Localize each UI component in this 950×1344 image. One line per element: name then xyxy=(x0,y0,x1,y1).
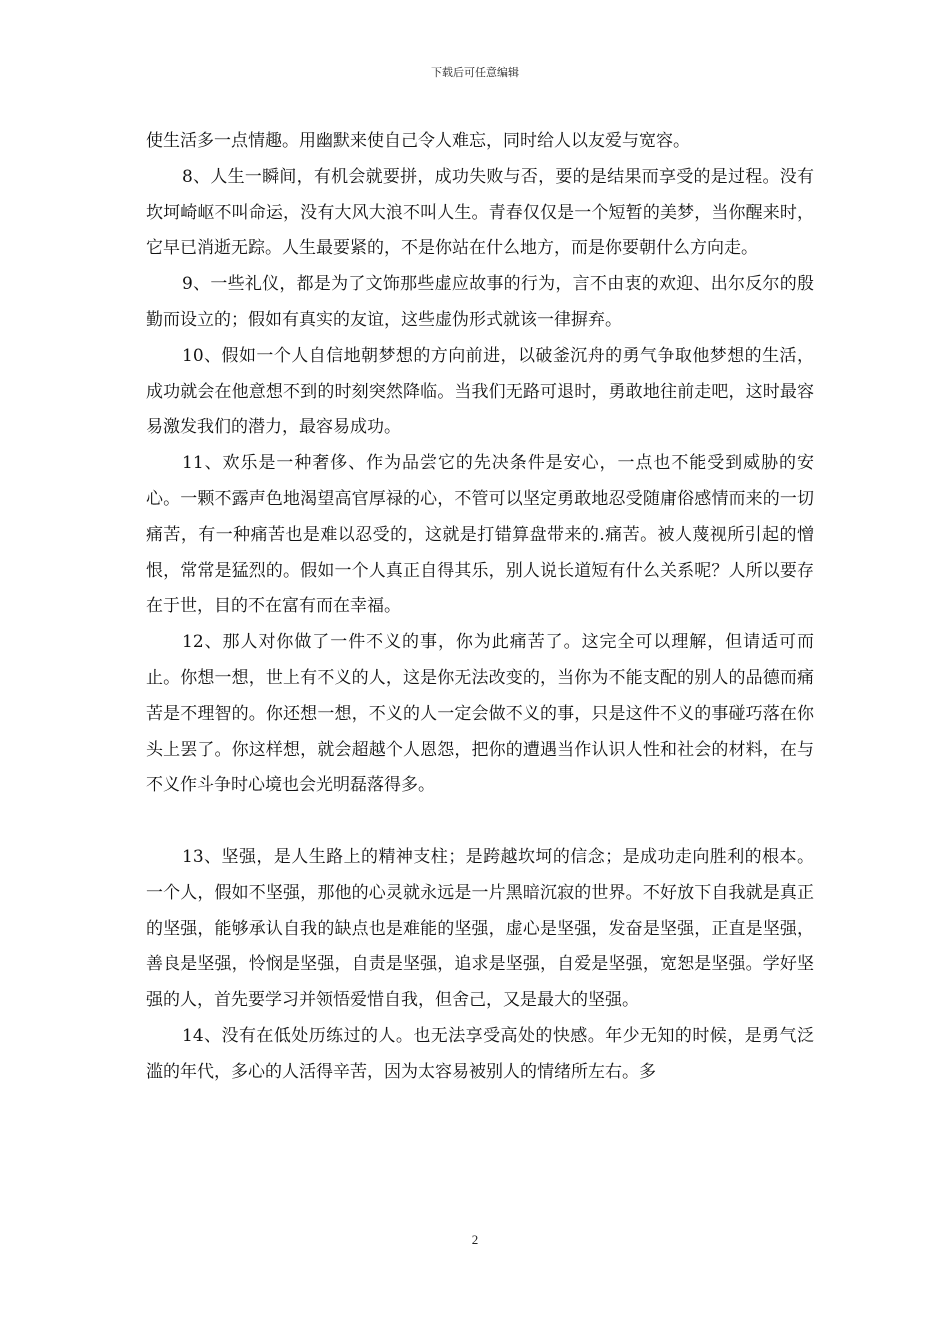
paragraph-9: 9、一些礼仪，都是为了文饰那些虚应故事的行为，言不由衷的欢迎、出尔反尔的殷勤而设立的；假如有真实的友谊，这些虚伪形式就该一律摒弃。 xyxy=(146,274,814,330)
paragraph-continuation: 使生活多一点情趣。用幽默来使自己令人难忘，同时给人以友爱与宽容。 xyxy=(146,131,690,151)
page-header: 下载后可任意编辑 xyxy=(431,66,519,79)
document-body xyxy=(146,124,814,1091)
paragraph-10: 10、假如一个人自信地朝梦想的方向前进，以破釜沉舟的勇气争取他梦想的生活，成功就会在他意想不到的时刻突然降临。当我们无路可退时，勇敢地往前走吧，这时最容易激发我们的潜力，最容易成功。 xyxy=(146,345,814,438)
paragraph-13: 13、坚强，是人生路上的精神支柱；是跨越坎坷的信念；是成功走向胜利的根本。一个人，假如不坚强，那他的心灵就永远是一片黑暗沉寂的世界。不好放下自我就是真正的坚强，能够承认自我的缺点也是难能的坚强，虚心是坚强，发奋是坚强，正直是坚强，善良是坚强，怜悯是坚强，自责是坚强，追求是坚强，自爱是坚强，宽恕是坚强。学好坚强的人，首先要学习并领悟爱惜自我，但舍己，又是最大的坚强。 xyxy=(146,846,814,1011)
paragraph-11: 11、欢乐是一种奢侈、作为品尝它的先决条件是安心，一点也不能受到威胁的安心。一颗不露声色地渴望高官厚禄的心，不管可以坚定勇敢地忍受随庸俗感情而来的一切痛苦，有一种痛苦也是难以忍受的，这就是打错算盘带来的.痛苦。被人蔑视所引起的憎恨，常常是猛烈的。假如一个人真正自得其乐，别人说长道短有什么关系呢？人所以要存在于世，目的不在富有而在幸福。 xyxy=(146,453,814,617)
page-number: 2 xyxy=(471,1232,479,1247)
paragraph-14: 14、没有在低处历练过的人。也无法享受高处的快感。年少无知的时候，是勇气泛滥的年代，多心的人活得辛苦，因为太容易被别人的情绪所左右。多 xyxy=(146,1025,814,1082)
paragraph-gap xyxy=(146,804,814,840)
paragraph-8: 8、人生一瞬间，有机会就要拼，成功失败与否，要的是结果而享受的是过程。没有坎坷崎岖不叫命运，没有大风大浪不叫人生。青春仅仅是一个短暂的美梦，当你醒来时，它早已消逝无踪。人生最要紧的，不是你站在什么地方，而是你要朝什么方向走。 xyxy=(146,166,814,259)
paragraph-12: 12、那人对你做了一件不义的事，你为此痛苦了。这完全可以理解，但请适可而止。你想一想，世上有不义的人，这是你无法改变的，当你为不能支配的别人的品德而痛苦是不理智的。你还想一想，不义的人一定会做不义的事，只是这件不义的事碰巧落在你头上罢了。你这样想，就会超越个人恩怨，把你的遭遇当作认识人性和社会的材料，在与不义作斗争时心境也会光明磊落得多。 xyxy=(146,632,814,796)
